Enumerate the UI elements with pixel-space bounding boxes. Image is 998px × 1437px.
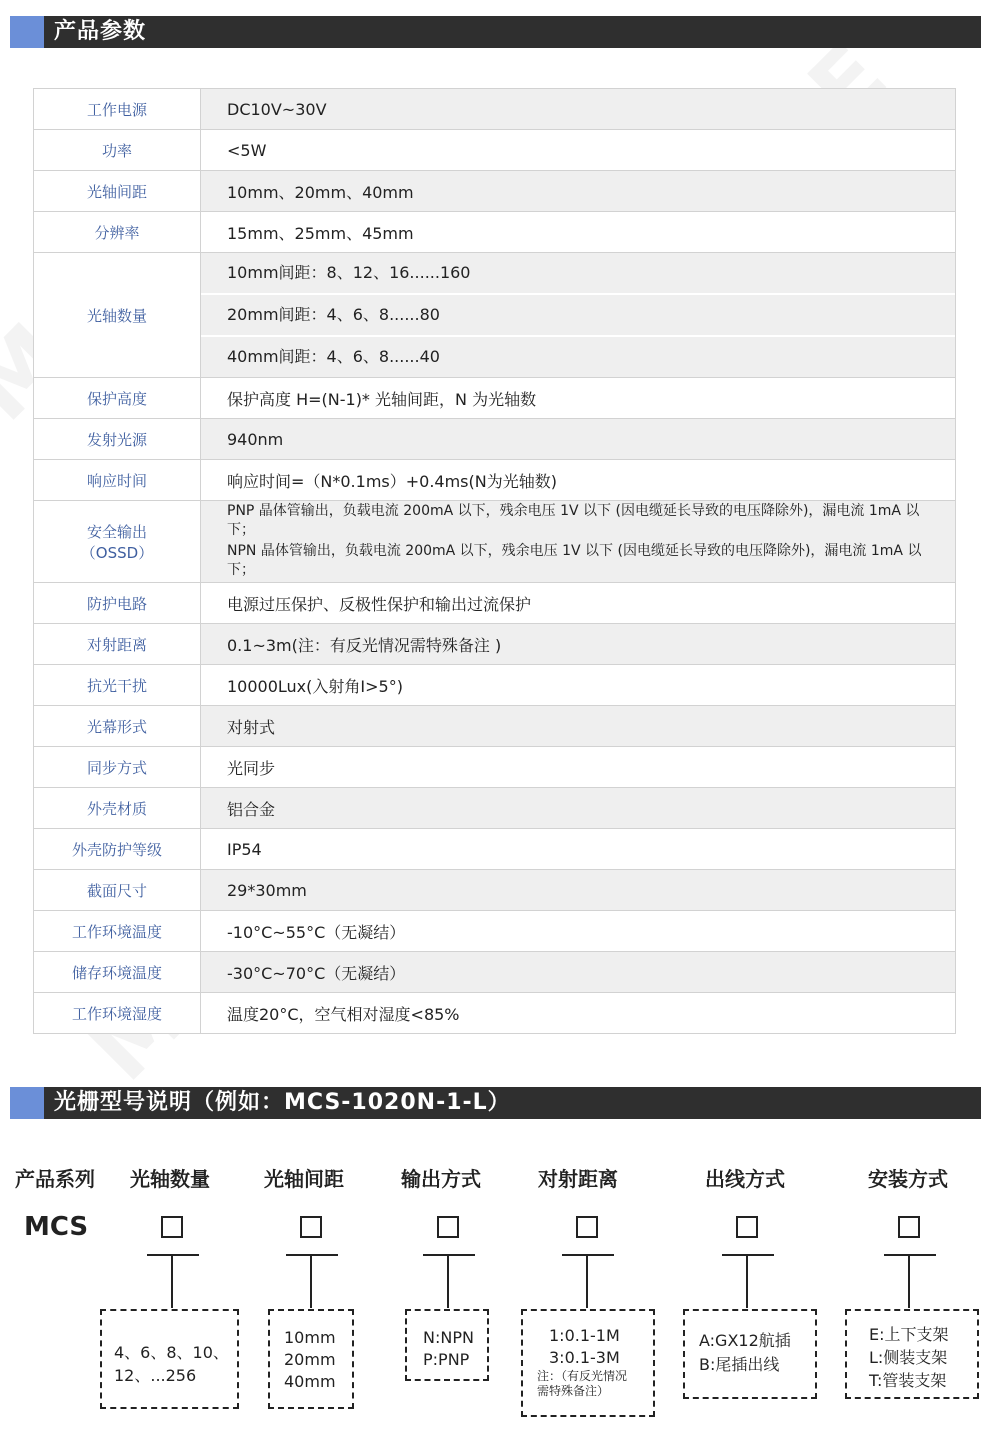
option-box [845, 1309, 979, 1399]
option-text: 40mm [284, 1372, 336, 1391]
row-label: 储存环境温度 [34, 952, 201, 993]
section-header-model [10, 1087, 981, 1119]
row-subvalue: 20mm间距：4、6、8......80 [201, 293, 955, 335]
row-value: <5W [201, 130, 956, 171]
series-heading: 产品系列 [15, 1167, 95, 1191]
section-header-params [10, 16, 981, 48]
row-label: 对射距离 [34, 624, 201, 665]
option-text: T:管装支架 [869, 1371, 947, 1390]
table-row [34, 829, 956, 870]
option-box [268, 1309, 354, 1409]
row-value: -10°C~55°C（无凝结） [201, 911, 956, 952]
row-value: 10000Lux(入射角I>5°) [201, 665, 956, 706]
option-text: 4、6、8、10、 [114, 1343, 229, 1362]
option-text: 1:0.1-1M [549, 1326, 620, 1345]
row-label: 光轴间距 [34, 171, 201, 212]
row-value: 29*30mm [201, 870, 956, 911]
option-box [405, 1309, 489, 1381]
connector-stem [586, 1255, 588, 1308]
option-text: P:PNP [423, 1350, 470, 1369]
table-row [34, 952, 956, 993]
table-row [34, 460, 956, 501]
table-row [34, 501, 956, 583]
row-value: 温度20°C，空气相对湿度<85% [201, 993, 956, 1034]
row-value: 对射式 [201, 706, 956, 747]
option-text: L:侧装支架 [869, 1348, 948, 1367]
section-title: 产品参数 [54, 19, 147, 44]
table-row [34, 253, 956, 378]
row-subvalue: 40mm间距：4、6、8......40 [201, 335, 955, 377]
table-row [34, 130, 956, 171]
option-text: E:上下支架 [869, 1325, 949, 1344]
option-note: 需特殊备注） [537, 1384, 610, 1398]
row-value: 10mm、20mm、40mm [201, 171, 956, 212]
row-value: IP54 [201, 829, 956, 870]
connector-bar [147, 1254, 199, 1256]
option-text: A:GX12航插 [699, 1331, 791, 1350]
row-label: 分辨率 [34, 212, 201, 253]
table-row [34, 993, 956, 1034]
code-box [437, 1216, 459, 1238]
row-value: 15mm、25mm、45mm [201, 212, 956, 253]
connector-bar [722, 1254, 774, 1256]
row-label: 抗光干扰 [34, 665, 201, 706]
row-subvalue: NPN 晶体管输出，负载电流 200mA 以下，残余电压 1V 以下 (因电缆延长导致的电压降除外)，漏电流 1mA 以下； [227, 542, 922, 578]
connector-bar [286, 1254, 338, 1256]
series-code: MCS [24, 1212, 89, 1242]
table-row [34, 788, 956, 829]
row-label-line: （OSSD） [80, 543, 154, 562]
row-label: 工作环境湿度 [34, 993, 201, 1034]
code-box [736, 1216, 758, 1238]
connector-stem [310, 1255, 312, 1308]
row-value: 保护高度 H=(N-1)* 光轴间距，N 为光轴数 [201, 378, 956, 419]
code-box [898, 1216, 920, 1238]
row-label: 外壳防护等级 [34, 829, 201, 870]
row-value: 响应时间=（N*0.1ms）+0.4ms(N为光轴数) [201, 460, 956, 501]
table-row [34, 911, 956, 952]
spec-table [33, 88, 956, 1034]
option-text: B:尾插出线 [699, 1355, 780, 1374]
row-value: 铝合金 [201, 788, 956, 829]
row-value: -30°C~70°C（无凝结） [201, 952, 956, 993]
row-label: 外壳材质 [34, 788, 201, 829]
column-heading: 对射距离 [538, 1167, 618, 1191]
column-heading: 出线方式 [705, 1167, 785, 1191]
row-subvalue: 10mm间距：8、12、16......160 [227, 263, 471, 282]
connector-stem [746, 1255, 748, 1308]
option-text: 12、...256 [114, 1366, 197, 1385]
table-row [34, 583, 956, 624]
option-box [521, 1309, 655, 1417]
row-value: 电源过压保护、反极性保护和输出过流保护 [201, 583, 956, 624]
table-row [34, 378, 956, 419]
section-title: 光栅型号说明（例如：MCS-1020N-1-L） [54, 1090, 511, 1115]
option-text: 3:0.1-3M [549, 1348, 620, 1367]
table-row [34, 665, 956, 706]
row-label: 截面尺寸 [34, 870, 201, 911]
row-value: 0.1~3m(注：有反光情况需特殊备注 ) [201, 624, 956, 665]
row-label: 同步方式 [34, 747, 201, 788]
row-label: 保护高度 [34, 378, 201, 419]
column-heading: 光轴间距 [264, 1167, 344, 1191]
connector-stem [171, 1255, 173, 1308]
row-value: 940nm [201, 419, 956, 460]
connector-bar [423, 1254, 475, 1256]
option-text: 10mm [284, 1328, 336, 1347]
code-box [576, 1216, 598, 1238]
section-accent [10, 1087, 44, 1119]
row-value-group [201, 501, 956, 583]
row-value: 光同步 [201, 747, 956, 788]
code-box [300, 1216, 322, 1238]
row-subvalue: PNP 晶体管输出，负载电流 200mA 以下，残余电压 1V 以下 (因电缆延长导致的电压降除外)，漏电流 1mA 以下； [227, 502, 920, 538]
table-row [34, 870, 956, 911]
connector-bar [884, 1254, 936, 1256]
code-box [161, 1216, 183, 1238]
row-label [34, 501, 201, 583]
row-label: 防护电路 [34, 583, 201, 624]
table-row [34, 747, 956, 788]
connector-stem [447, 1255, 449, 1308]
table-row [34, 89, 956, 130]
option-box [100, 1309, 239, 1409]
row-label: 响应时间 [34, 460, 201, 501]
row-label: 光幕形式 [34, 706, 201, 747]
column-heading: 安装方式 [868, 1167, 948, 1191]
row-label: 功率 [34, 130, 201, 171]
connector-stem [908, 1255, 910, 1308]
option-text: N:NPN [423, 1328, 474, 1347]
connector-bar [562, 1254, 614, 1256]
row-value: DC10V~30V [201, 89, 956, 130]
row-label: 工作电源 [34, 89, 201, 130]
section-accent [10, 16, 44, 48]
row-label-line: 安全输出 [86, 522, 147, 541]
option-box [683, 1309, 817, 1399]
table-row [34, 624, 956, 665]
option-text: 20mm [284, 1350, 336, 1369]
table-row [34, 212, 956, 253]
option-note: 注：（有反光情况 [537, 1369, 628, 1383]
row-value-group [201, 253, 956, 378]
row-label: 光轴数量 [34, 253, 201, 378]
column-heading: 光轴数量 [130, 1167, 210, 1191]
row-label: 发射光源 [34, 419, 201, 460]
table-row [34, 171, 956, 212]
row-label: 工作环境温度 [34, 911, 201, 952]
table-row [34, 706, 956, 747]
column-heading: 输出方式 [401, 1167, 481, 1191]
table-row [34, 419, 956, 460]
